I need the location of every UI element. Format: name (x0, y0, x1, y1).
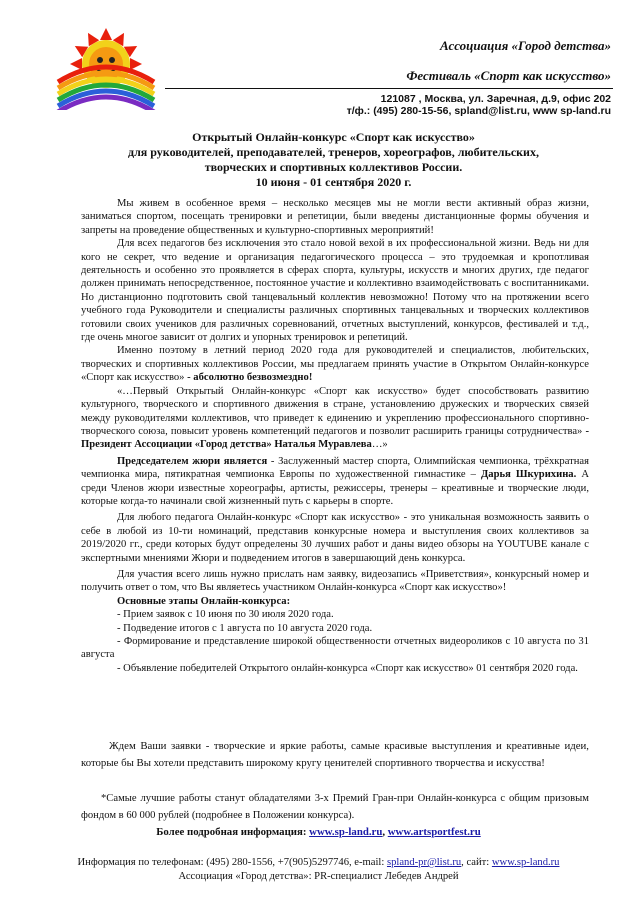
paragraph-participation: Для участия всего лишь нужно прислать нам заявку, видеозапись «Приветствия», конкурсный номер и получить ответ о том, что Вы являетесь участником Онлайн-конкурса «Спорт как искусство»! (81, 568, 589, 594)
title-line-3: творческих и спортивных коллективов России. (204, 160, 463, 174)
stage-item: - Прием заявок с 10 июня по 30 июля 2020 года. (117, 609, 334, 621)
closing-prize (81, 790, 589, 824)
offer-free: - абсолютно безвозмездно! (187, 372, 313, 384)
header-contacts: т/ф.: (495) 280-15-56, spland@list.ru, www sp-land.ru (346, 105, 611, 117)
paragraph-teachers: Для всех педагогов без исключения это стало новой вехой в их профессиональной жизни. Ведь ни для кого не секрет, что ведение и организация педагогического процесса – это трудоемкая и кропотливая деятельность и особенно это проявляется в сферах спорта, культуры, искусств и многих других, где педагог должен принимать непосредственное, постоянное участие и коллективно взаимодействовать с воспитанниками. Но дистанционно подготовить свой танцевальный коллектив невозможно! Потому что на протяжении всего учебного года Руководители и специалисты различных спортивных танцевальных и творческих коллективов готовили своих учеников для различных соревнований, отчетных выступлений, конкурсов, фестивалей и т.д., где очень многое зависит от долгих и упорных тренировок и репетиций. (81, 238, 589, 344)
header-address: 121087 , Москва, ул. Заречная, д.9, офис 202 (380, 93, 611, 105)
title-dates: 10 июня - 01 сентября 2020 г. (255, 175, 412, 189)
jury-text: - Заслуженный мастер спорта, Олимпийская чемпионка, трёхкратная чемпионка мира, пятикратная чемпионка Европы по художественной гимнастике – (81, 455, 589, 481)
footer-site-label: , сайт: (461, 857, 492, 868)
prize-text: *Самые лучшие работы станут обладателями 3-х Премий Гран-при Онлайн-конкурса с общим призовым фондом в 60 000 рублей (подробнее в Положении конкурса). (81, 793, 589, 821)
jury-rest: А среди Членов жюри известные хореографы, артисты, режиссеры, тренеры – креативные и творческие люди, которые когда-то начинали свой жизненный путь с карьеры в спорте. (81, 469, 589, 507)
footer-phones: Информация по телефонам: (495) 280-1556, +7(905)5297746, e-mail: (77, 857, 387, 868)
paragraph-quote (81, 385, 589, 452)
stage-item: - Подведение итогов с 1 августа по 10 августа 2020 года. (117, 622, 373, 634)
footer-contacts (0, 856, 637, 870)
stage-item: - Объявление победителей Открытого онлайн-конкурса «Спорт как искусство» 01 сентября 2020 года. (117, 662, 578, 674)
paragraph-opportunity: Для любого педагога Онлайн-конкурс «Спорт как искусство» - это уникальная возможность заявить о себе в любой из 10-ти номинаций, представив конкурсные номера и выступления своих коллективов за 2019/2020 гг., среди которых будут определены 30 лучших работ и даны видео обзоры на YOUTUBE канале с экспертными мнениями Жюри и подведением итогов в завершающий день конкурса. (81, 512, 589, 564)
jury-lead: Председателем жюри является (117, 455, 268, 467)
offer-text: Именно поэтому в летний период 2020 года для руководителей и специалистов, любительских, творческих и спортивных коллективов России, мы предлагаем принять участие в Открытом Онлайн-конкурсе «Спорт как искусство» (81, 345, 589, 384)
stage-item: - Формирование и представление широкой общественности отчетных видеороликов с 10 августа по 31 августа (81, 636, 589, 661)
quote-end: …» (371, 439, 388, 451)
more-info-separator: , (382, 826, 388, 838)
header-org: Ассоциация «Город детства» (439, 38, 611, 53)
header-festival: Фестиваль «Спорт как искусство» (406, 68, 611, 83)
title-line-1: Открытый Онлайн-конкурс «Спорт как искусство» (192, 130, 475, 144)
artsportfest-link[interactable]: www.artsportfest.ru (387, 826, 481, 838)
stages-title: Основные этапы Онлайн-конкурса: (117, 595, 291, 607)
footer-pr-contact: Ассоциация «Город детства»: PR-специалист Лебедев Андрей (178, 871, 459, 882)
footer-email-link[interactable]: spland-pr@list.ru (386, 857, 462, 868)
quote-author: - Президент Ассоциации «Город детства» Наталья Муравлева (81, 425, 589, 451)
paragraph-jury (81, 455, 589, 509)
body-text (81, 197, 589, 675)
document-title (70, 130, 597, 190)
jury-chair-name: Дарья Шкурихина. (481, 469, 577, 481)
sp-land-link[interactable]: www.sp-land.ru (309, 826, 383, 838)
header-divider (165, 88, 613, 89)
title-line-2: для руководителей, преподавателей, тренеров, хореографов, любительских, (128, 145, 539, 159)
footer (0, 856, 637, 884)
more-info (0, 826, 637, 838)
footer-site-link[interactable]: www.sp-land.ru (491, 857, 560, 868)
header-address-block (347, 93, 611, 117)
closing-waiting (81, 738, 589, 772)
sun-logo-icon (50, 12, 162, 110)
more-info-label: Более подробная информация: (156, 826, 310, 838)
paragraph-intro: Мы живем в особенное время – несколько месяцев мы не могли вести активный образ жизни, заниматься спортом, посещать тренировки и репетиции, были введены дистанционные формы обучения и запреты на проведение общественных и культурно-спортивных мероприятий! (81, 198, 589, 236)
paragraph-offer (81, 344, 589, 384)
quote-text: «…Первый Открытый Онлайн-конкурс «Спорт как искусство» будет способствовать развитию культурного, творческого и спортивного движения в стране, установлению дружеских и творческих связей между руководителями коллективов, что приведет к единению и укреплению профессионального спортивно-творческого союза, повысит уровень компетенций педагогов и позволит расширить границы сотрудничества» (81, 385, 589, 437)
waiting-text: Ждем Ваши заявки - творческие и яркие работы, самые красивые выступления и креативные идеи, которые бы Вы хотели представить широкому кругу ценителей спортивного творчества и искусства! (81, 740, 589, 769)
